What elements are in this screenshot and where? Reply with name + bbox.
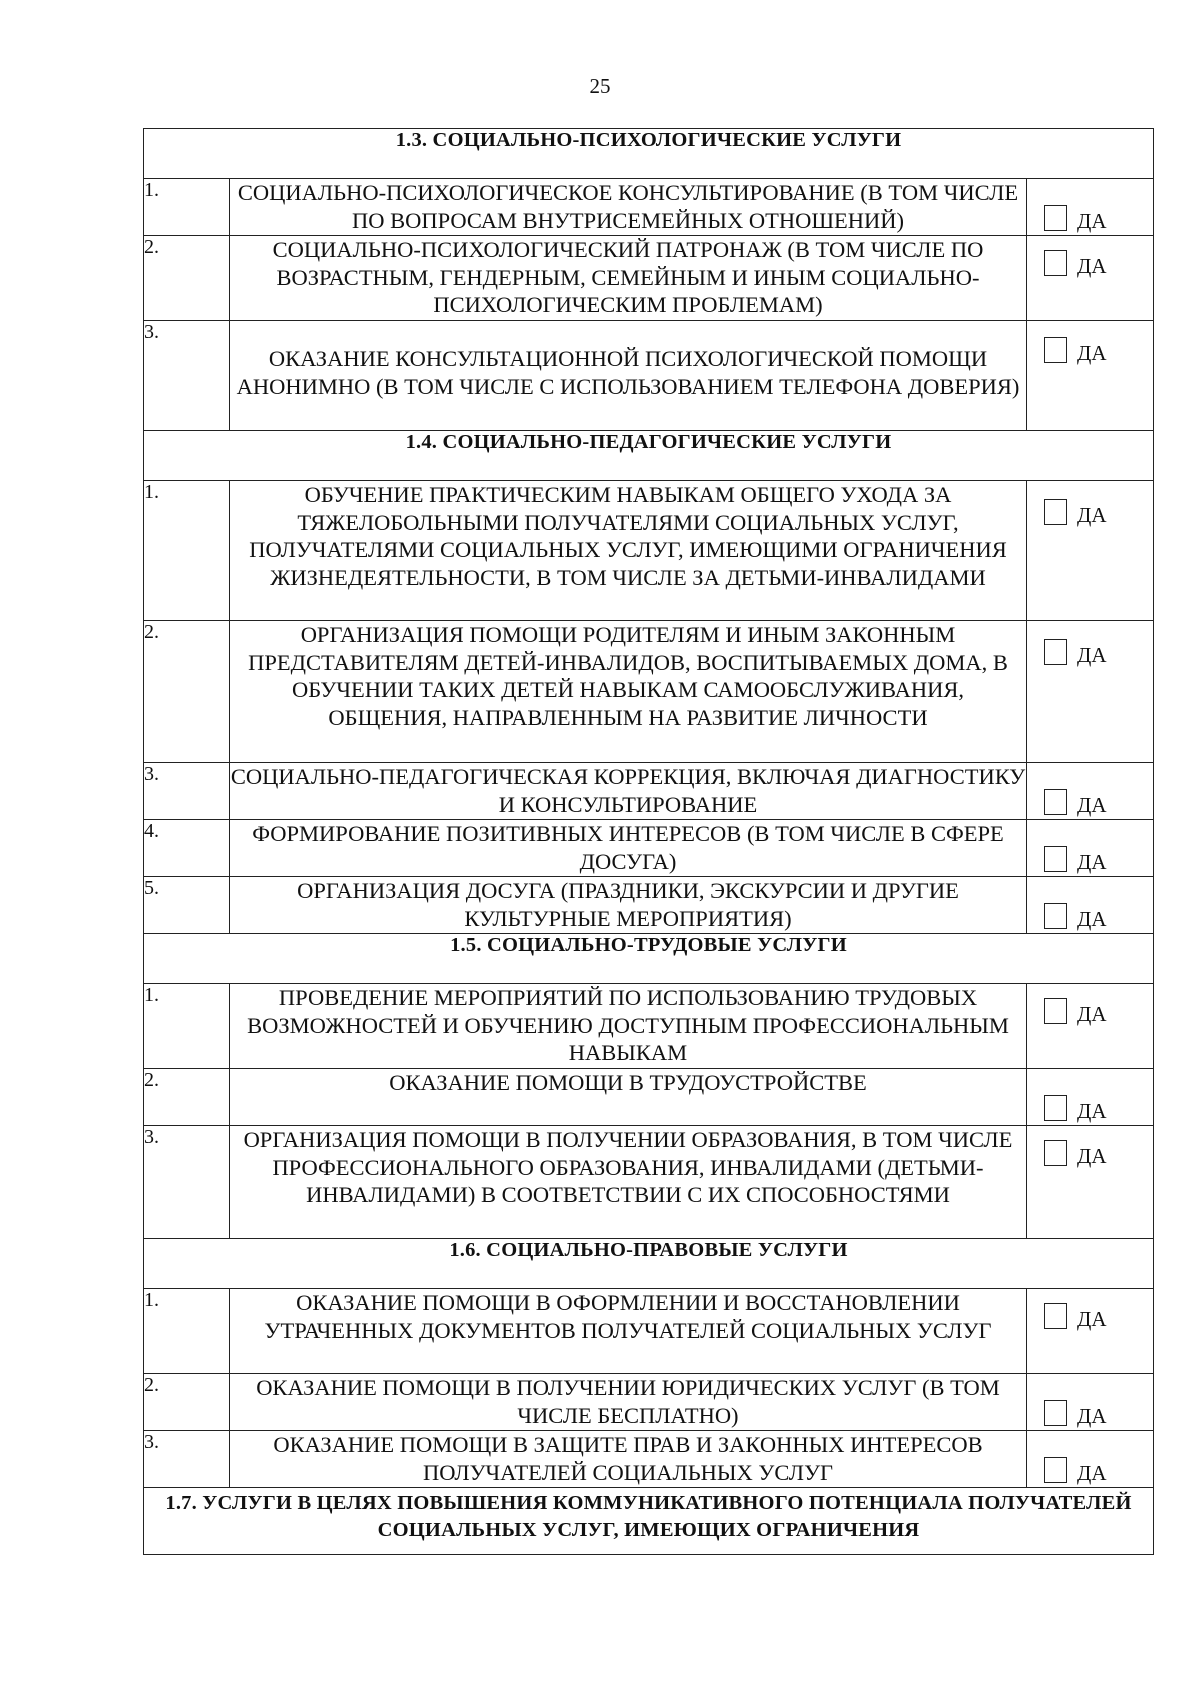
- section-header-row: [144, 129, 1154, 179]
- checkbox-square[interactable]: [1044, 499, 1067, 525]
- checkbox-label: ДА: [1077, 643, 1107, 667]
- yes-checkbox[interactable]: [1027, 846, 1153, 872]
- service-text: ОБУЧЕНИЕ ПРАКТИЧЕСКИМ НАВЫКАМ ОБЩЕГО УХОДА ЗА ТЯЖЕЛОБОЛЬНЫМИ ПОЛУЧАТЕЛЯМИ СОЦИАЛЬНЫХ УСЛУГ, ПОЛУЧАТЕЛЯМИ СОЦИАЛЬНЫХ УСЛУГ, ИМЕЮЩИМИ ОГРАНИЧЕНИЯ ЖИЗНЕДЕЯТЕЛЬНОСТИ, В ТОМ ЧИСЛЕ ЗА ДЕТЬМИ-ИНВАЛИДАМИ: [230, 481, 1027, 621]
- yes-checkbox[interactable]: [1027, 1303, 1153, 1329]
- service-text: ОКАЗАНИЕ ПОМОЩИ В ТРУДОУСТРОЙСТВЕ: [230, 1069, 1027, 1126]
- section-title: 1.6. СОЦИАЛЬНО-ПРАВОВЫЕ УСЛУГИ: [144, 1239, 1154, 1289]
- row-number: 3.: [144, 321, 230, 431]
- service-text: ОРГАНИЗАЦИЯ ДОСУГА (ПРАЗДНИКИ, ЭКСКУРСИИ И ДРУГИЕ КУЛЬТУРНЫЕ МЕРОПРИЯТИЯ): [230, 877, 1027, 934]
- section-header-row: [144, 934, 1154, 984]
- checkbox-cell: [1027, 1069, 1154, 1126]
- table-row: [144, 179, 1154, 236]
- checkbox-cell: [1027, 1374, 1154, 1431]
- row-number: 5.: [144, 877, 230, 934]
- yes-checkbox[interactable]: [1027, 1400, 1153, 1426]
- row-number: 3.: [144, 1126, 230, 1239]
- table-row: [144, 877, 1154, 934]
- section-header-row: [144, 1488, 1154, 1555]
- checkbox-label: ДА: [1077, 1404, 1107, 1428]
- table-row: [144, 984, 1154, 1069]
- checkbox-square[interactable]: [1044, 998, 1067, 1024]
- service-text: ОКАЗАНИЕ КОНСУЛЬТАЦИОННОЙ ПСИХОЛОГИЧЕСКОЙ ПОМОЩИ АНОНИМНО (В ТОМ ЧИСЛЕ С ИСПОЛЬЗОВАНИЕМ ТЕЛЕФОНА ДОВЕРИЯ): [230, 321, 1027, 431]
- checkbox-square[interactable]: [1044, 205, 1067, 231]
- checkbox-cell: [1027, 763, 1154, 820]
- checkbox-square[interactable]: [1044, 846, 1067, 872]
- yes-checkbox[interactable]: [1027, 337, 1153, 363]
- service-text: ОРГАНИЗАЦИЯ ПОМОЩИ В ПОЛУЧЕНИИ ОБРАЗОВАНИЯ, В ТОМ ЧИСЛЕ ПРОФЕССИОНАЛЬНОГО ОБРАЗОВАНИЯ, ИНВАЛИДАМИ (ДЕТЬМИ-ИНВАЛИДАМИ) В СООТВЕТСТВИИ С ИХ СПОСОБНОСТЯМИ: [230, 1126, 1027, 1239]
- yes-checkbox[interactable]: [1027, 1457, 1153, 1483]
- service-text: ОКАЗАНИЕ ПОМОЩИ В ПОЛУЧЕНИИ ЮРИДИЧЕСКИХ УСЛУГ (В ТОМ ЧИСЛЕ БЕСПЛАТНО): [230, 1374, 1027, 1431]
- checkbox-label: ДА: [1077, 1461, 1107, 1485]
- checkbox-square[interactable]: [1044, 1400, 1067, 1426]
- checkbox-cell: [1027, 877, 1154, 934]
- checkbox-square[interactable]: [1044, 1140, 1067, 1166]
- table-row: [144, 1069, 1154, 1126]
- row-number: 1.: [144, 481, 230, 621]
- checkbox-label: ДА: [1077, 793, 1107, 817]
- service-text: ФОРМИРОВАНИЕ ПОЗИТИВНЫХ ИНТЕРЕСОВ (В ТОМ ЧИСЛЕ В СФЕРЕ ДОСУГА): [230, 820, 1027, 877]
- table-row: [144, 1374, 1154, 1431]
- checkbox-square[interactable]: [1044, 639, 1067, 665]
- checkbox-cell: [1027, 621, 1154, 763]
- table-row: [144, 763, 1154, 820]
- services-table: [143, 128, 1154, 1555]
- checkbox-label: ДА: [1077, 341, 1107, 365]
- checkbox-label: ДА: [1077, 907, 1107, 931]
- table-row: [144, 621, 1154, 763]
- checkbox-label: ДА: [1077, 503, 1107, 527]
- row-number: 4.: [144, 820, 230, 877]
- table-row: [144, 481, 1154, 621]
- checkbox-cell: [1027, 1126, 1154, 1239]
- checkbox-square[interactable]: [1044, 250, 1067, 276]
- row-number: 1.: [144, 984, 230, 1069]
- yes-checkbox[interactable]: [1027, 205, 1153, 231]
- checkbox-square[interactable]: [1044, 1457, 1067, 1483]
- checkbox-cell: [1027, 1289, 1154, 1374]
- table-row: [144, 1289, 1154, 1374]
- yes-checkbox[interactable]: [1027, 903, 1153, 929]
- checkbox-label: ДА: [1077, 1144, 1107, 1168]
- checkbox-square[interactable]: [1044, 789, 1067, 815]
- yes-checkbox[interactable]: [1027, 1095, 1153, 1121]
- section-title: 1.7. УСЛУГИ В ЦЕЛЯХ ПОВЫШЕНИЯ КОММУНИКАТИВНОГО ПОТЕНЦИАЛА ПОЛУЧАТЕЛЕЙ СОЦИАЛЬНЫХ УСЛУГ, ИМЕЮЩИХ ОГРАНИЧЕНИЯ: [144, 1488, 1154, 1555]
- yes-checkbox[interactable]: [1027, 1140, 1153, 1166]
- row-number: 2.: [144, 1374, 230, 1431]
- checkbox-cell: [1027, 179, 1154, 236]
- service-text: ОКАЗАНИЕ ПОМОЩИ В ЗАЩИТЕ ПРАВ И ЗАКОННЫХ ИНТЕРЕСОВ ПОЛУЧАТЕЛЕЙ СОЦИАЛЬНЫХ УСЛУГ: [230, 1431, 1027, 1488]
- checkbox-cell: [1027, 236, 1154, 321]
- row-number: 3.: [144, 1431, 230, 1488]
- checkbox-cell: [1027, 820, 1154, 877]
- checkbox-label: ДА: [1077, 1002, 1107, 1026]
- checkbox-square[interactable]: [1044, 1095, 1067, 1121]
- service-text: ПРОВЕДЕНИЕ МЕРОПРИЯТИЙ ПО ИСПОЛЬЗОВАНИЮ ТРУДОВЫХ ВОЗМОЖНОСТЕЙ И ОБУЧЕНИЮ ДОСТУПНЫМ ПРОФЕССИОНАЛЬНЫМ НАВЫКАМ: [230, 984, 1027, 1069]
- checkbox-cell: [1027, 984, 1154, 1069]
- checkbox-cell: [1027, 321, 1154, 431]
- row-number: 2.: [144, 621, 230, 763]
- yes-checkbox[interactable]: [1027, 250, 1153, 276]
- service-text: ОКАЗАНИЕ ПОМОЩИ В ОФОРМЛЕНИИ И ВОССТАНОВЛЕНИИ УТРАЧЕННЫХ ДОКУМЕНТОВ ПОЛУЧАТЕЛЕЙ СОЦИАЛЬНЫХ УСЛУГ: [230, 1289, 1027, 1374]
- service-text: СОЦИАЛЬНО-ПЕДАГОГИЧЕСКАЯ КОРРЕКЦИЯ, ВКЛЮЧАЯ ДИАГНОСТИКУ И КОНСУЛЬТИРОВАНИЕ: [230, 763, 1027, 820]
- service-text: СОЦИАЛЬНО-ПСИХОЛОГИЧЕСКОЕ КОНСУЛЬТИРОВАНИЕ (В ТОМ ЧИСЛЕ ПО ВОПРОСАМ ВНУТРИСЕМЕЙНЫХ ОТНОШЕНИЙ): [230, 179, 1027, 236]
- section-header-row: [144, 1239, 1154, 1289]
- checkbox-label: ДА: [1077, 1307, 1107, 1331]
- checkbox-label: ДА: [1077, 850, 1107, 874]
- checkbox-square[interactable]: [1044, 903, 1067, 929]
- row-number: 2.: [144, 236, 230, 321]
- yes-checkbox[interactable]: [1027, 499, 1153, 525]
- checkbox-cell: [1027, 481, 1154, 621]
- service-text: СОЦИАЛЬНО-ПСИХОЛОГИЧЕСКИЙ ПАТРОНАЖ (В ТОМ ЧИСЛЕ ПО ВОЗРАСТНЫМ, ГЕНДЕРНЫМ, СЕМЕЙНЫМ И ИНЫМ СОЦИАЛЬНО- ПСИХОЛОГИЧЕСКИМ ПРОБЛЕМАМ): [230, 236, 1027, 321]
- checkbox-cell: [1027, 1431, 1154, 1488]
- table-row: [144, 321, 1154, 431]
- table-row: [144, 236, 1154, 321]
- service-text: ОРГАНИЗАЦИЯ ПОМОЩИ РОДИТЕЛЯМ И ИНЫМ ЗАКОННЫМ ПРЕДСТАВИТЕЛЯМ ДЕТЕЙ-ИНВАЛИДОВ, ВОСПИТЫВАЕМЫХ ДОМА, В ОБУЧЕНИИ ТАКИХ ДЕТЕЙ НАВЫКАМ САМООБСЛУЖИВАНИЯ, ОБЩЕНИЯ, НАПРАВЛЕННЫМ НА РАЗВИТИЕ ЛИЧНОСТИ: [230, 621, 1027, 763]
- section-title: 1.4. СОЦИАЛЬНО-ПЕДАГОГИЧЕСКИЕ УСЛУГИ: [144, 431, 1154, 481]
- section-title: 1.5. СОЦИАЛЬНО-ТРУДОВЫЕ УСЛУГИ: [144, 934, 1154, 984]
- checkbox-label: ДА: [1077, 254, 1107, 278]
- row-number: 2.: [144, 1069, 230, 1126]
- checkbox-label: ДА: [1077, 209, 1107, 233]
- yes-checkbox[interactable]: [1027, 998, 1153, 1024]
- section-title: 1.3. СОЦИАЛЬНО-ПСИХОЛОГИЧЕСКИЕ УСЛУГИ: [144, 129, 1154, 179]
- table-row: [144, 820, 1154, 877]
- checkbox-square[interactable]: [1044, 1303, 1067, 1329]
- table-row: [144, 1126, 1154, 1239]
- row-number: 1.: [144, 1289, 230, 1374]
- yes-checkbox[interactable]: [1027, 789, 1153, 815]
- table-row: [144, 1431, 1154, 1488]
- row-number: 3.: [144, 763, 230, 820]
- section-header-row: [144, 431, 1154, 481]
- checkbox-label: ДА: [1077, 1099, 1107, 1123]
- yes-checkbox[interactable]: [1027, 639, 1153, 665]
- checkbox-square[interactable]: [1044, 337, 1067, 363]
- page-number: 25: [589, 74, 611, 98]
- row-number: 1.: [144, 179, 230, 236]
